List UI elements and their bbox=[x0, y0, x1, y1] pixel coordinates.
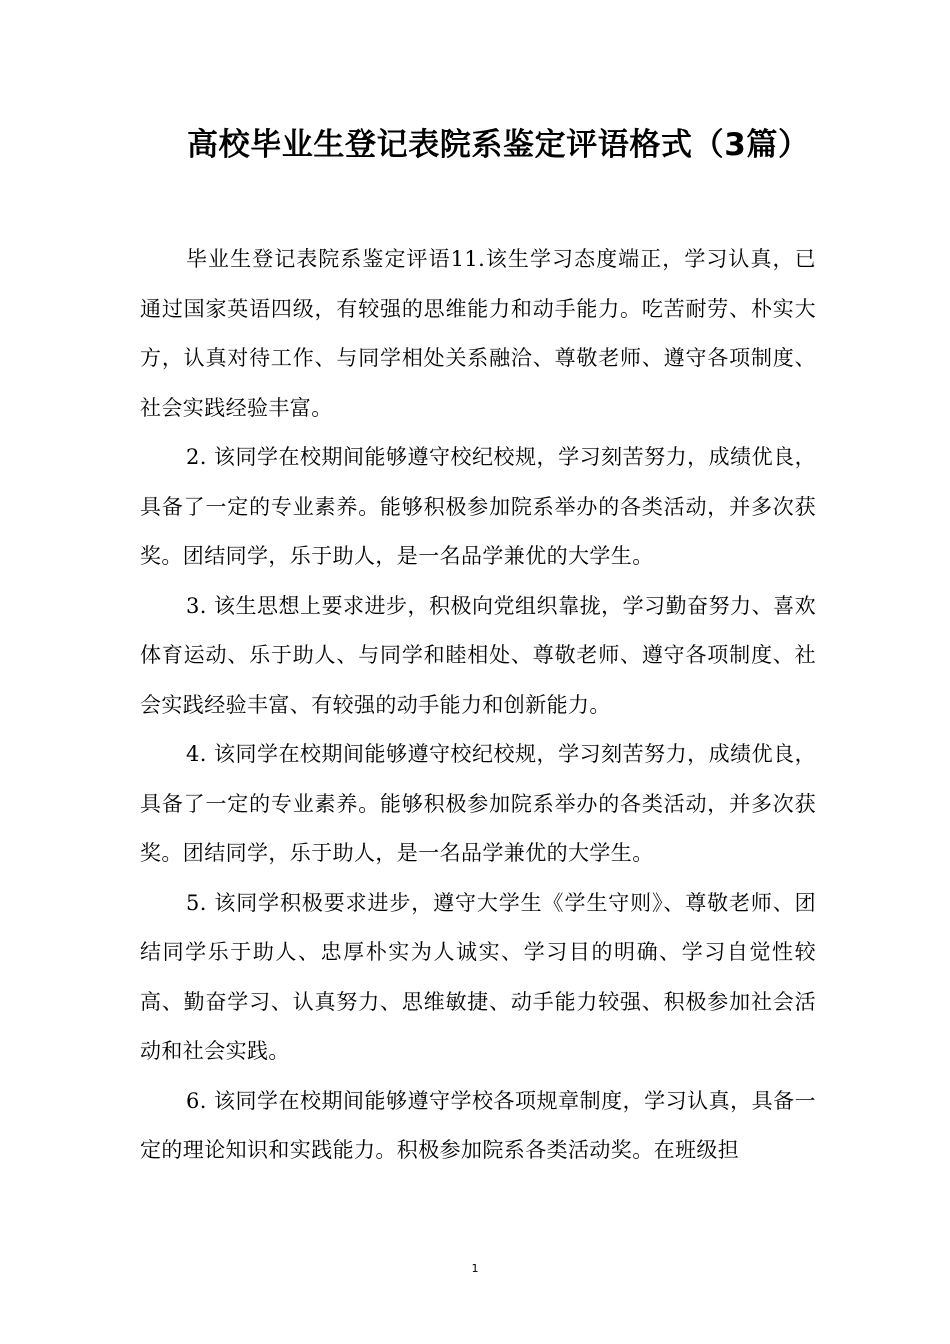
paragraph-2: 2. 该同学在校期间能够遵守校纪校规，学习刻苦努力，成绩优良，具备了一定的专业素养。能够积极参加院系举办的各类活动，并多次获奖。团结同学，乐于助人，是一名品学兼优的大学生。 bbox=[140, 445, 816, 568]
paragraph-1: 毕业生登记表院系鉴定评语11.该生学习态度端正，学习认真，已通过国家英语四级，有较强的思维能力和动手能力。吃苦耐劳、朴实大方，认真对待工作、与同学相处关系融洽、尊敬老师、遵守各项制度、社会实践经验丰富。 bbox=[140, 247, 816, 420]
page-number: 1 bbox=[471, 1262, 479, 1275]
document-title: 高校毕业生登记表院系鉴定评语格式（3篇） bbox=[187, 127, 810, 163]
paragraph-4: 4. 该同学在校期间能够遵守校纪校规，学习刻苦努力，成绩优良，具备了一定的专业素养。能够积极参加院系举办的各类活动，并多次获奖。团结同学，乐于助人，是一名品学兼优的大学生。 bbox=[140, 742, 816, 865]
paragraph-3: 3. 该生思想上要求进步，积极向党组织靠拢，学习勤奋努力、喜欢体育运动、乐于助人、与同学和睦相处、尊敬老师、遵守各项制度、社会实践经验丰富、有较强的动手能力和创新能力。 bbox=[140, 593, 816, 717]
paragraph-5: 5. 该同学积极要求进步，遵守大学生《学生守则》、尊敬老师、团结同学乐于助人、忠厚朴实为人诚实、学习目的明确、学习自觉性较高、勤奋学习、认真努力、思维敏捷、动手能力较强、积极参加社会活动和社会实践。 bbox=[140, 890, 816, 1063]
paragraph-6: 6. 该同学在校期间能够遵守学校各项规章制度，学习认真，具备一定的理论知识和实践能力。积极参加院系各类活动奖。在班级担 bbox=[140, 1088, 816, 1162]
document-body bbox=[140, 235, 816, 1176]
